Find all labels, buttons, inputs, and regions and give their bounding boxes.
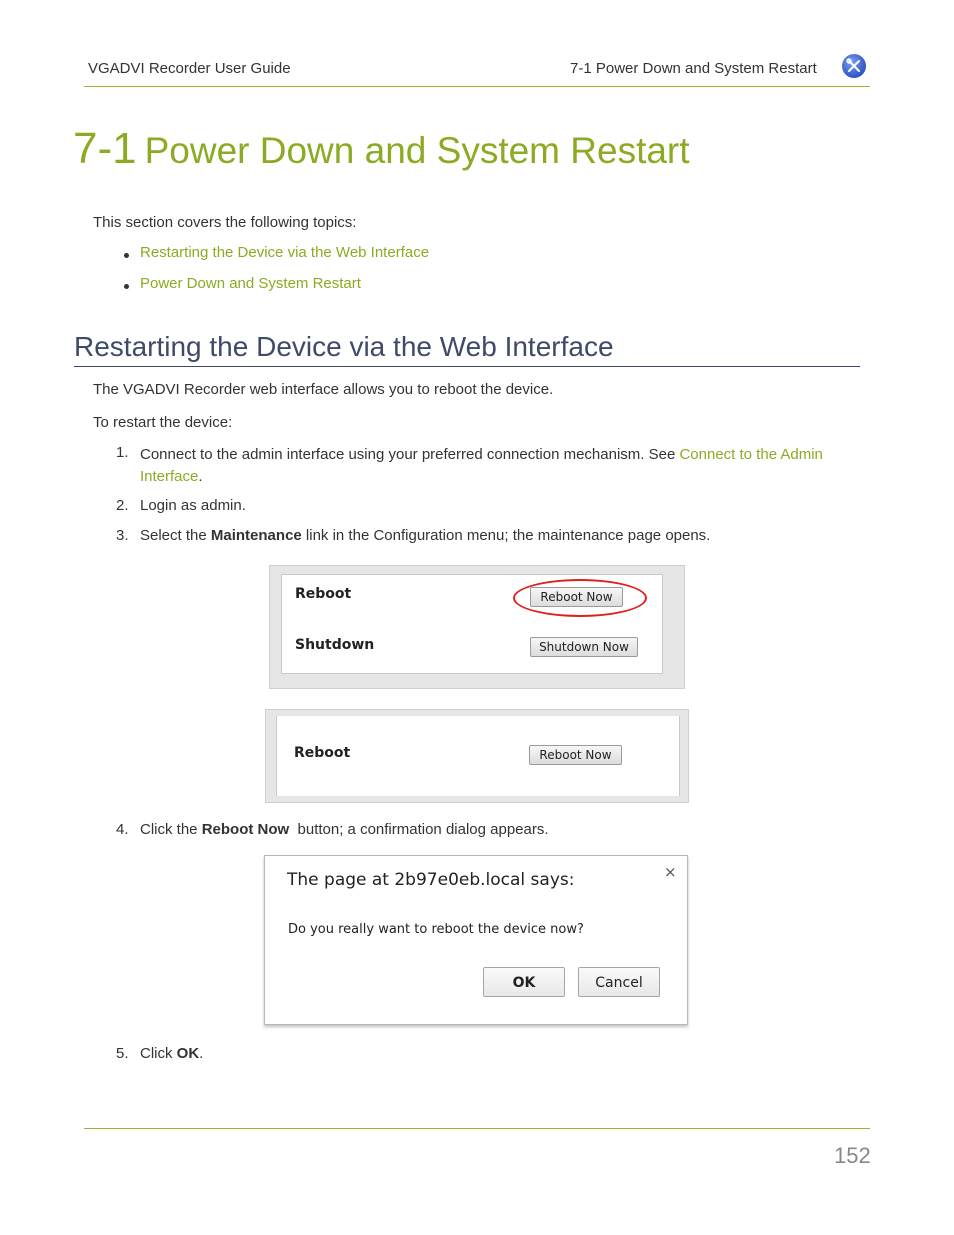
- reboot-now-button[interactable]: Reboot Now: [530, 587, 623, 607]
- topic-link-power-down[interactable]: Power Down and System Restart: [140, 275, 361, 292]
- section-para-2: To restart the device:: [93, 414, 233, 431]
- step-4-bold: Reboot Now: [201, 821, 290, 838]
- step-2-text: Login as admin.: [140, 497, 246, 514]
- step-5-post: .: [199, 1045, 204, 1062]
- reboot-label: Reboot: [295, 586, 352, 602]
- step-4-pre: Click the: [140, 821, 202, 838]
- step-4-text: [140, 821, 549, 838]
- step-1-text-b: .: [198, 468, 203, 485]
- footer-rule: [84, 1128, 870, 1129]
- bullet: [124, 253, 129, 258]
- step-number: 3.: [116, 527, 129, 544]
- highlight-ellipse: [513, 579, 647, 617]
- dialog-message: Do you really want to reboot the device now?: [288, 922, 584, 937]
- dialog-title: The page at 2b97e0eb.local says:: [287, 870, 575, 890]
- intro-text: This section covers the following topics:: [93, 214, 357, 231]
- tools-icon-glyph: [842, 54, 866, 78]
- step-3-pre: Select the: [140, 527, 211, 544]
- section-heading: Restarting the Device via the Web Interface: [74, 331, 614, 362]
- step-3-text: [140, 527, 710, 544]
- bullet: [124, 284, 129, 289]
- step-number: 4.: [116, 821, 129, 838]
- step-5-bold: OK: [176, 1045, 200, 1062]
- cancel-button[interactable]: Cancel: [578, 967, 660, 997]
- step-5-text: [140, 1045, 203, 1062]
- shutdown-label: Shutdown: [295, 637, 375, 653]
- chapter-number: 7-1: [73, 124, 137, 173]
- step-number: 1.: [116, 444, 129, 461]
- reboot-label: Reboot: [294, 745, 351, 761]
- running-header-section-title: 7-1 Power Down and System Restart: [570, 60, 817, 77]
- step-1-text: [140, 444, 860, 488]
- chapter-title-text: Power Down and System Restart: [144, 130, 690, 171]
- shutdown-now-button[interactable]: Shutdown Now: [530, 637, 638, 657]
- step-3-bold: Maintenance: [210, 527, 302, 544]
- topic-link-restarting[interactable]: Restarting the Device via the Web Interface: [140, 244, 430, 261]
- step-4-post: button; a confirmation dialog appears.: [289, 821, 549, 838]
- running-header-doc-title: VGADVI Recorder User Guide: [88, 60, 291, 77]
- step-3-post: link in the Configuration menu; the maintenance page opens.: [301, 527, 711, 544]
- step-number: 2.: [116, 497, 129, 514]
- tools-icon: [842, 54, 866, 78]
- step-5-pre: Click: [140, 1045, 177, 1062]
- section-rule: [74, 366, 860, 367]
- chapter-title: [73, 124, 690, 174]
- link-connect-admin[interactable]: Connect to the Admin: [679, 446, 823, 463]
- page-number: 152: [834, 1143, 871, 1168]
- link-connect-admin-cont[interactable]: Interface: [140, 468, 199, 485]
- header-rule: [84, 86, 870, 87]
- ok-button[interactable]: OK: [483, 967, 565, 997]
- reboot-now-button[interactable]: Reboot Now: [529, 745, 622, 765]
- step-number: 5.: [116, 1045, 129, 1062]
- section-para-1: The VGADVI Recorder web interface allows you to reboot the device.: [93, 381, 554, 398]
- close-icon[interactable]: ×: [664, 863, 677, 881]
- step-1-text-a: Connect to the admin interface using your preferred connection mechanism. See: [140, 446, 680, 463]
